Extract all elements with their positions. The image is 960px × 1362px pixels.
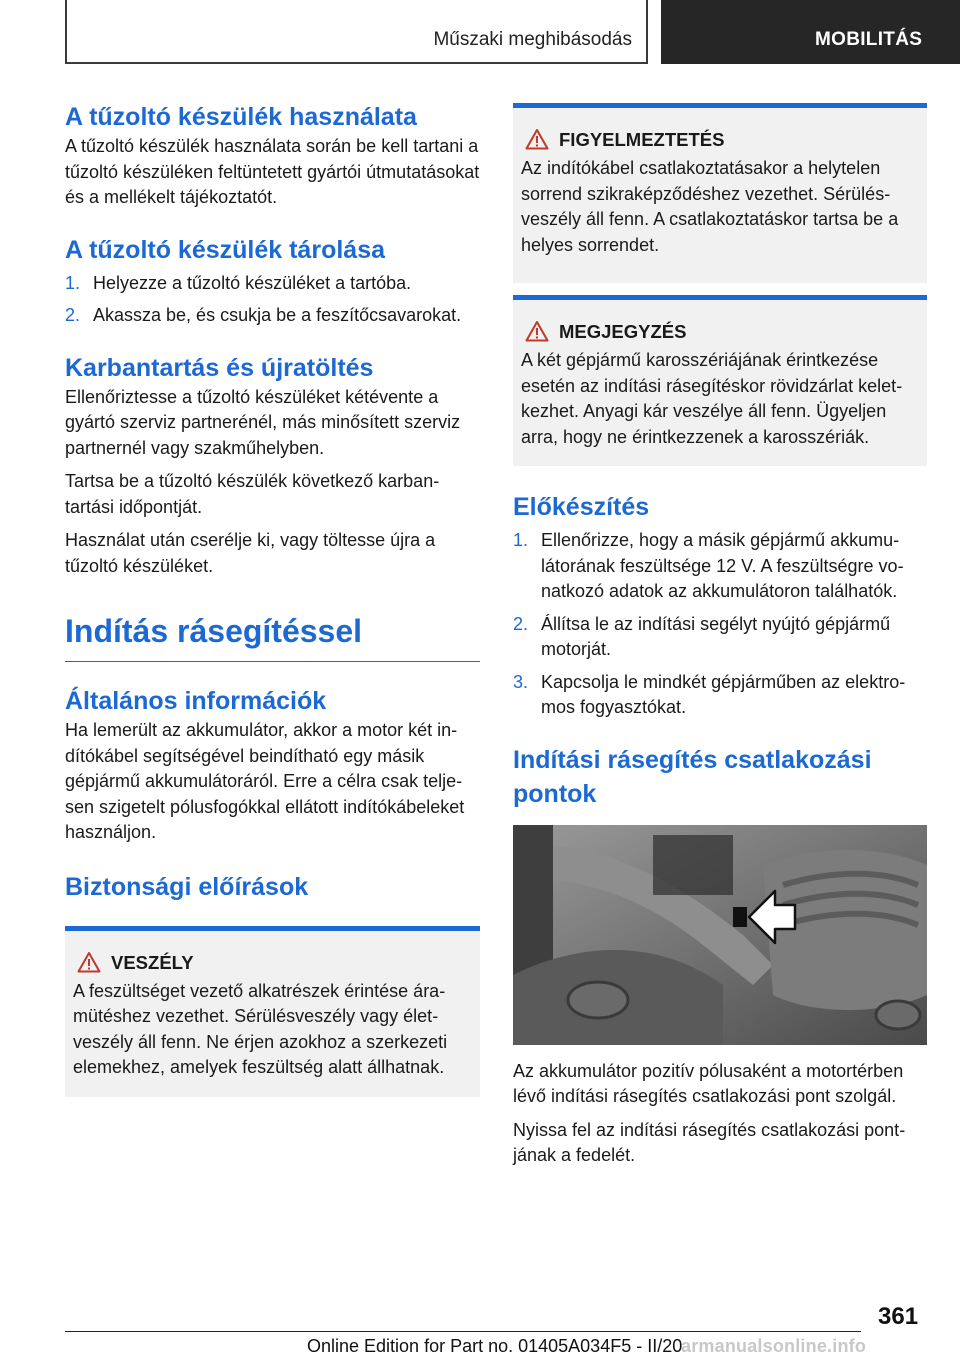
heading-maintenance: Karbantartás és újratöltés xyxy=(65,353,374,382)
heading-general-info: Általános információk xyxy=(65,687,327,715)
list-item xyxy=(513,528,927,605)
right-column xyxy=(513,103,927,1169)
note-title-text: MEGJEGYZÉS xyxy=(559,321,687,342)
chapter-tab xyxy=(661,0,960,64)
step-text: Állítsa le az indítási segélyt nyújtó gépjármű motorját. xyxy=(541,613,891,659)
heading-safety: Biztonsági előírások xyxy=(65,872,309,901)
paragraph-general-info: Ha lemerült az akkumulátor, akkor a motor két indítókábel segítségével beindítható egy másik gépjármű akkumulátoráról. Erre a célra csak teljesen szigetelt pólusfogókkal ellátott indítókábeleket használjon. xyxy=(65,720,465,842)
footer-watermark: armanualsonline.info xyxy=(681,1336,867,1356)
warning-triangle-icon xyxy=(525,320,549,342)
chapter-heading-block xyxy=(65,609,480,662)
note-text: A két gépjármű karosszériájának érintkezése esetén az indítási rásegítéskor rövidzárlat keletkezhet. Anyagi kár veszélye áll fenn. Ügyeljen arra, hogy ne érintkezzenek a karosszériák. xyxy=(521,350,903,447)
warning-triangle-icon xyxy=(525,128,549,150)
warning-triangle-icon xyxy=(77,951,101,973)
heading-jump-start: Indítás rásegítéssel xyxy=(65,613,363,649)
warning-title xyxy=(521,128,919,156)
note-title xyxy=(521,320,919,348)
step-text: Helyezze a tűzoltó készüléket a tartóba. xyxy=(93,272,412,293)
step-text: Ellenőrizze, hogy a másik gépjármű akkumulátorának feszültsége 12 V. A feszültségre vonatkozó adatok az akkumulátoron találhatók. xyxy=(541,530,904,601)
footer-edition: Online Edition for Part no. 01405A034F5 - II/20 xyxy=(307,1336,683,1356)
heading-preparation: Előkészítés xyxy=(513,493,650,521)
engine-bay-photo xyxy=(513,825,927,1045)
paragraph-connection-points-1: Az akkumulátor pozitív pólusaként a motortérben lévő indítási rásegítés csatlakozási pont szolgál. xyxy=(513,1060,904,1106)
note-box xyxy=(513,295,927,466)
warning-title-text: FIGYELMEZTETÉS xyxy=(559,129,725,150)
list-item xyxy=(65,303,480,329)
left-column xyxy=(65,100,480,1097)
paragraph-maintenance-1: Ellenőriztesse a tűzoltó készüléket kétévente a gyártó szerviz partnerénél, más minősített szerviz partnernél vagy szakműhelyben. xyxy=(65,386,461,458)
section-title: Műszaki meghibásodás xyxy=(433,29,632,50)
danger-title-text: VESZÉLY xyxy=(111,951,194,973)
chapter-title: MOBILITÁS xyxy=(815,29,923,50)
step-number: 1. xyxy=(513,530,529,550)
step-number: 2. xyxy=(513,613,529,634)
preparation-steps-list xyxy=(513,528,927,721)
list-item xyxy=(513,612,927,663)
heading-fire-extinguisher-use: A tűzoltó készülék használata xyxy=(65,103,417,131)
storage-steps-list xyxy=(65,271,480,329)
warning-text: Az indítókábel csatlakoztatásakor a helytelen sorrend szikraképződéshez vezethet. Sérülésveszély áll fenn. A csatlakoztatáskor tartsa be a helyes sorrendet. xyxy=(521,158,899,255)
page-number: 361 xyxy=(878,1303,919,1330)
step-text: Akassza be, és csukja be a feszítőcsavarokat. xyxy=(93,305,462,325)
list-item xyxy=(513,670,927,721)
list-item xyxy=(65,271,480,297)
step-number: 2. xyxy=(65,305,81,325)
paragraph-maintenance-3: Használat után cserélje ki, vagy töltesse újra a tűzoltó készüléket. xyxy=(65,530,436,576)
danger-title xyxy=(73,951,472,979)
header-section-box xyxy=(65,0,648,64)
danger-box xyxy=(65,926,480,1097)
warning-box xyxy=(513,103,927,283)
step-number: 3. xyxy=(513,671,529,692)
paragraph-connection-points-2: Nyissa fel az indítási rásegítés csatlakozási pontjának a fedelét. xyxy=(513,1119,906,1165)
heading-fire-extinguisher-storage: A tűzoltó készülék tárolása xyxy=(65,235,385,264)
danger-text: A feszültséget vezető alkatrészek érintése áramütéshez vezethet. Sérülésveszély vagy életveszély áll fenn. Ne érjen azokhoz a szerkezeti elemekhez, amelyek feszültség alatt állhatnak. xyxy=(73,980,448,1077)
paragraph-fire-extinguisher-use: A tűzoltó készülék használata során be kell tartani a tűzoltó készüléken feltüntetett gyártói útmutatásokat és a mellékelt tájékoztatót. xyxy=(65,136,480,207)
heading-connection-points: Indítási rásegítés csatlakozási pontok xyxy=(513,745,872,808)
footer-divider xyxy=(65,1331,861,1332)
paragraph-maintenance-2: Tartsa be a tűzoltó készülék következő karbantartási időpontját. xyxy=(65,471,440,517)
step-number: 1. xyxy=(65,272,81,293)
step-text: Kapcsolja le mindkét gépjárműben az elektromos fogyasztókat. xyxy=(541,671,906,717)
